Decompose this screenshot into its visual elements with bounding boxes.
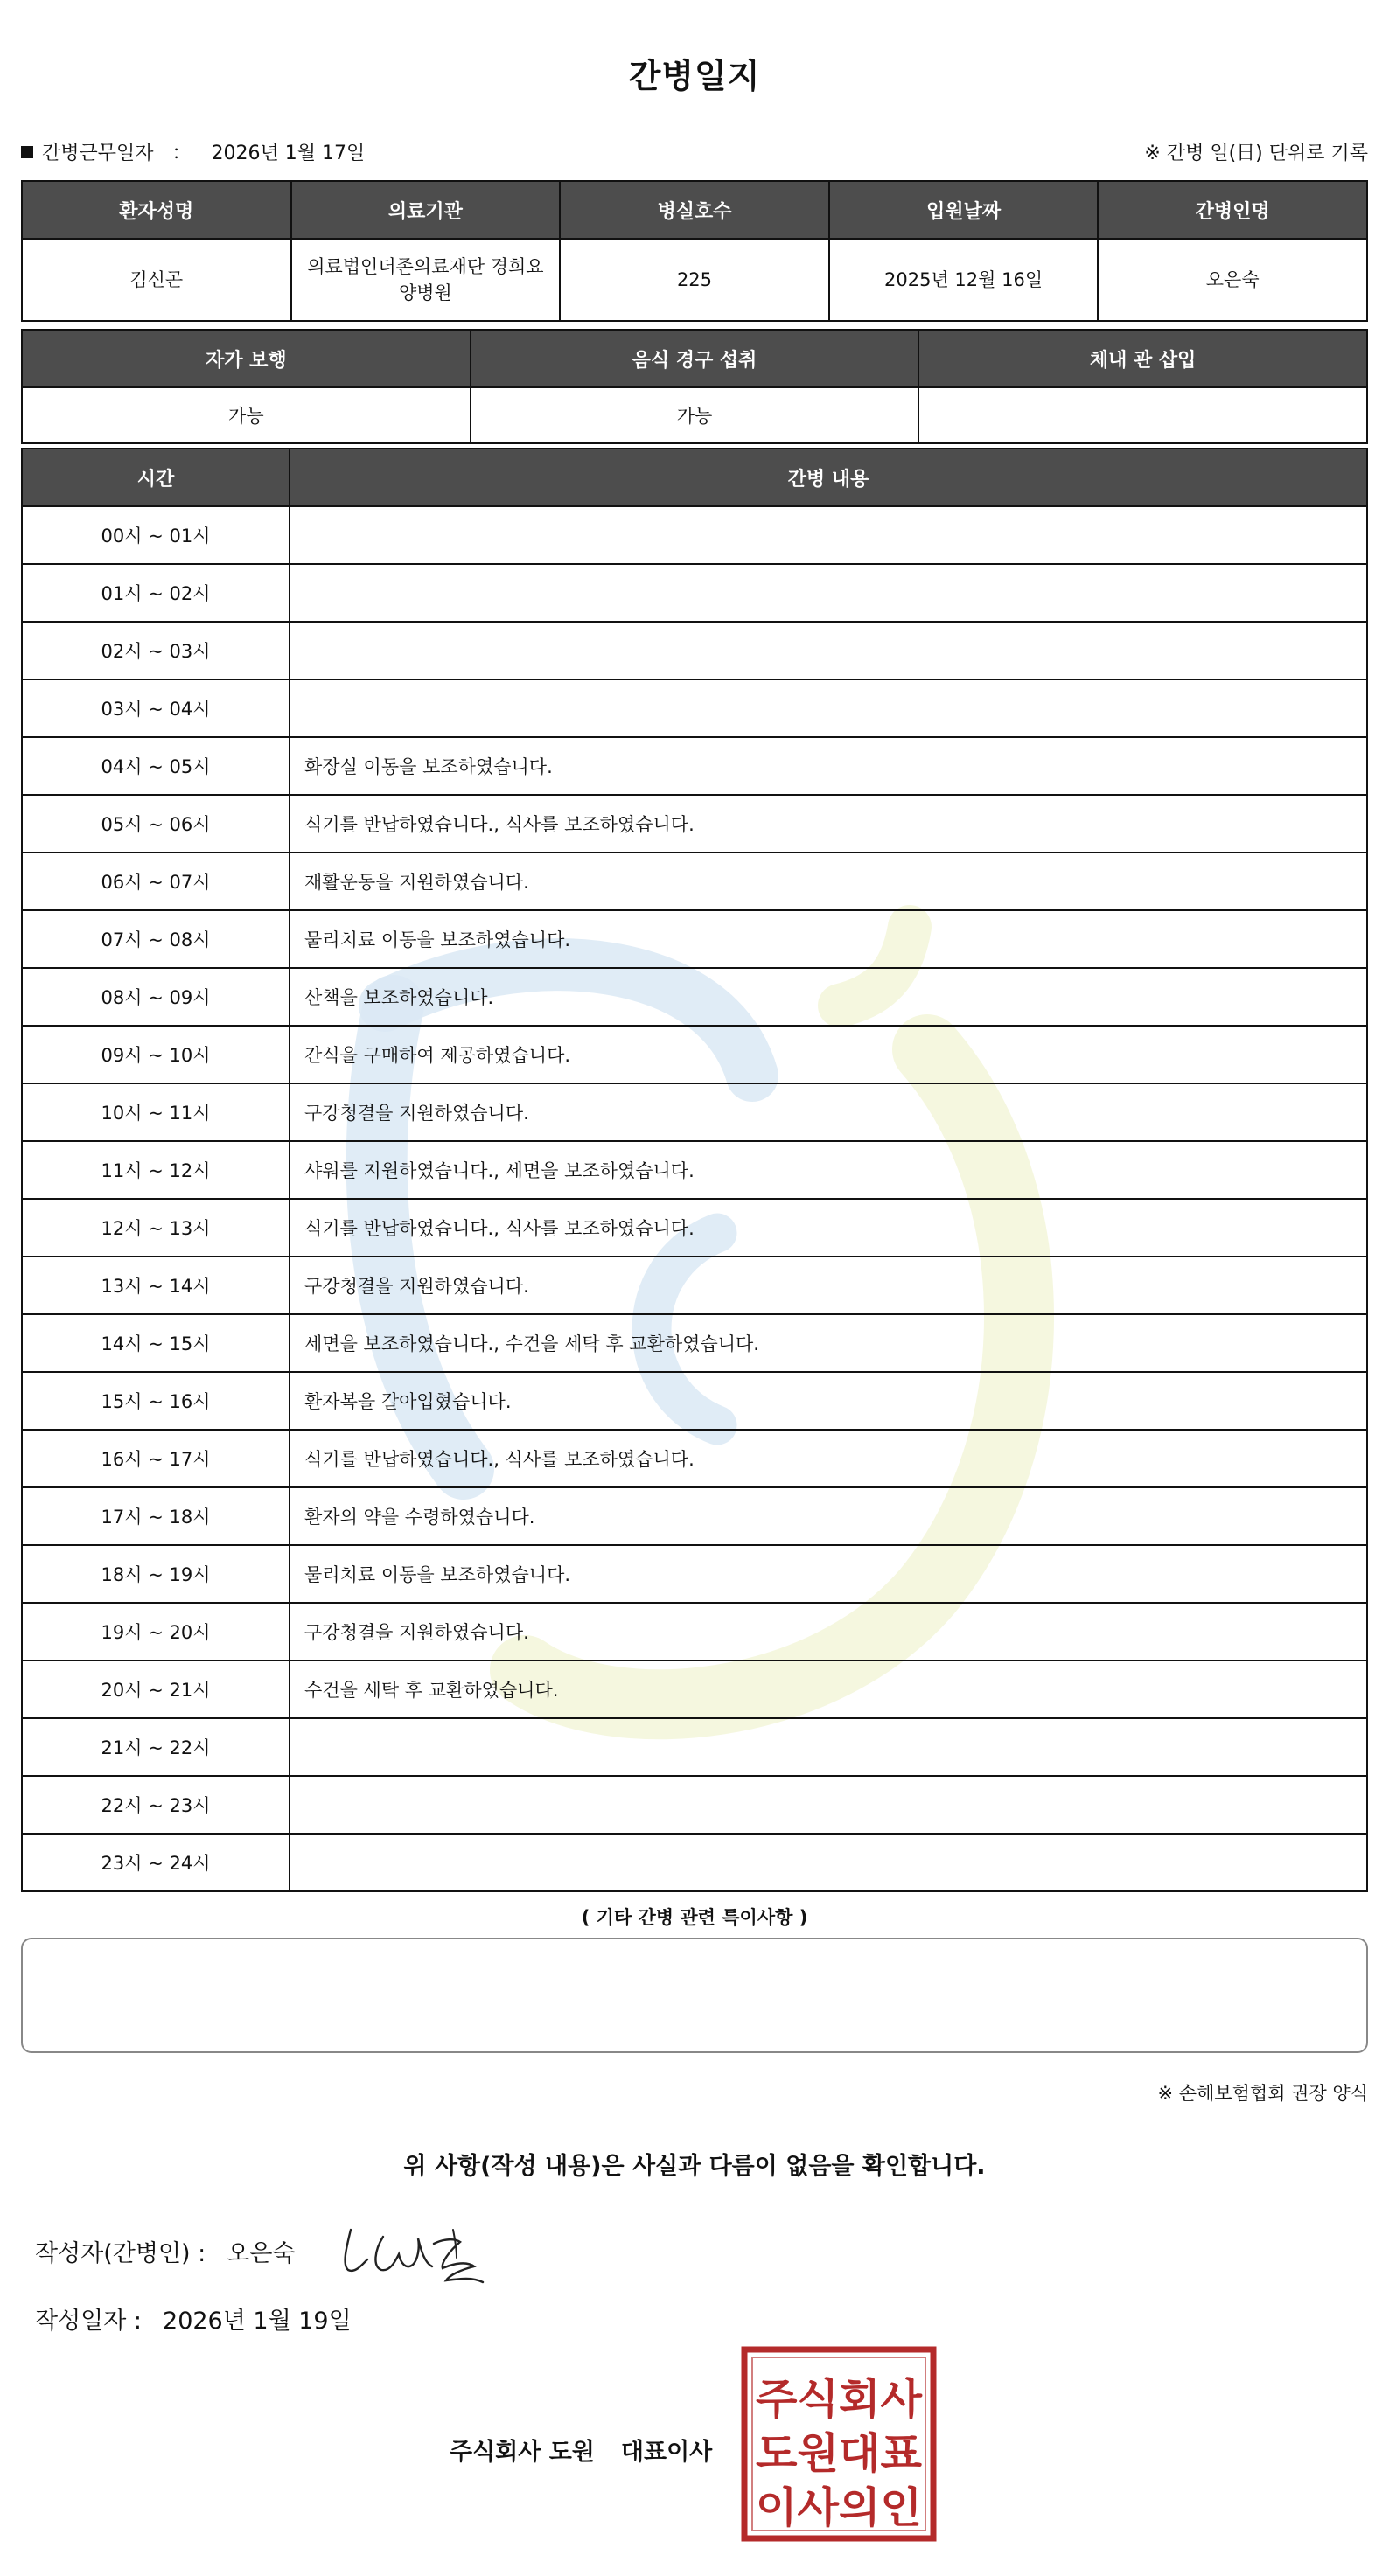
self-walking-value: 가능 (22, 387, 471, 443)
table-row (22, 1026, 1367, 1083)
written-date-value: 2026년 1월 19일 (163, 2308, 352, 2335)
table-row (22, 1660, 1367, 1718)
institution: 의료법인더존의료재단 경희요양병원 (291, 239, 561, 321)
time-cell: 01시 ~ 02시 (22, 564, 290, 622)
table-row (22, 564, 1367, 622)
company-seal-stamp (740, 2345, 938, 2543)
time-cell: 22시 ~ 23시 (22, 1776, 290, 1834)
content-cell: 화장실 이동을 보조하였습니다. (290, 737, 1367, 795)
header-self-walking: 자가 보행 (22, 330, 471, 387)
content-cell: 식기를 반납하였습니다., 식사를 보조하였습니다. (290, 1199, 1367, 1257)
table-row (22, 1430, 1367, 1487)
svg-text:도원대표: 도원대표 (756, 2429, 923, 2478)
content-cell: 샤워를 지원하였습니다., 세면을 보조하였습니다. (290, 1141, 1367, 1199)
time-cell: 18시 ~ 19시 (22, 1545, 290, 1603)
table-row (22, 1487, 1367, 1545)
content-cell: 환자의 약을 수령하였습니다. (290, 1487, 1367, 1545)
time-cell: 05시 ~ 06시 (22, 795, 290, 853)
header-caregiver-name: 간병인명 (1098, 181, 1367, 239)
room-number: 225 (560, 239, 829, 321)
svg-text:주식회사: 주식회사 (756, 2375, 923, 2424)
time-cell: 19시 ~ 20시 (22, 1603, 290, 1660)
header-care-content: 간병 내용 (290, 449, 1367, 506)
table-row (22, 1603, 1367, 1660)
svg-text:이사의인: 이사의인 (756, 2483, 922, 2532)
table-row (22, 239, 1367, 321)
company-name: 주식회사 도원 (450, 2439, 595, 2466)
table-row (22, 1834, 1367, 1891)
written-date-label: 작성일자 : (35, 2308, 143, 2335)
representative-title: 대표이사 (620, 2439, 713, 2466)
content-cell (290, 1776, 1367, 1834)
time-cell: 07시 ~ 08시 (22, 910, 290, 968)
admission-date: 2025년 12월 16일 (829, 239, 1099, 321)
content-cell (290, 622, 1367, 679)
table-header-row (22, 330, 1367, 387)
time-cell: 12시 ~ 13시 (22, 1199, 290, 1257)
unit-note: ※ 간병 일(日) 단위로 기록 (1144, 143, 1368, 164)
time-cell: 06시 ~ 07시 (22, 853, 290, 910)
square-bullet-icon (21, 146, 33, 158)
time-cell: 02시 ~ 03시 (22, 622, 290, 679)
table-header-row (22, 449, 1367, 506)
header-tube-insertion: 체내 관 삽입 (918, 330, 1367, 387)
table-row (22, 387, 1367, 443)
content-cell: 식기를 반납하였습니다., 식사를 보조하였습니다. (290, 795, 1367, 853)
content-cell: 환자복을 갈아입혔습니다. (290, 1372, 1367, 1430)
table-row (22, 1545, 1367, 1603)
header-oral-intake: 음식 경구 섭취 (471, 330, 919, 387)
content-cell: 수건을 세탁 후 교환하였습니다. (290, 1660, 1367, 1718)
table-row (22, 1257, 1367, 1314)
time-cell: 10시 ~ 11시 (22, 1083, 290, 1141)
content-cell: 식기를 반납하였습니다., 식사를 보조하였습니다. (290, 1430, 1367, 1487)
content-cell: 재활운동을 지원하였습니다. (290, 853, 1367, 910)
remarks-box (21, 1938, 1368, 2053)
work-date-separator: ： (171, 143, 192, 164)
content-cell (290, 1834, 1367, 1891)
content-cell: 산책을 보조하였습니다. (290, 968, 1367, 1026)
header-admission-date: 입원날짜 (829, 181, 1099, 239)
table-row (22, 1083, 1367, 1141)
time-cell: 15시 ~ 16시 (22, 1372, 290, 1430)
confirmation-statement: 위 사항(작성 내용)은 사실과 다름이 없음을 확인합니다. (403, 2153, 986, 2180)
caregiver-name: 오은숙 (1098, 239, 1367, 321)
handwritten-signature (338, 2212, 495, 2291)
table-row (22, 1314, 1367, 1372)
content-cell: 물리치료 이동을 보조하였습니다. (290, 1545, 1367, 1603)
table-row (22, 1776, 1367, 1834)
content-cell: 구강청결을 지원하였습니다. (290, 1083, 1367, 1141)
time-cell: 16시 ~ 17시 (22, 1430, 290, 1487)
remarks-title: ( 기타 간병 관련 특이사항 ) (581, 1907, 808, 1928)
content-cell: 간식을 구매하여 제공하였습니다. (290, 1026, 1367, 1083)
patient-status-table (21, 329, 1368, 444)
header-patient-name: 환자성명 (22, 181, 291, 239)
content-cell: 물리치료 이동을 보조하였습니다. (290, 910, 1367, 968)
form-notice: ※ 손해보험협회 권장 양식 (1157, 2083, 1368, 2104)
table-row (22, 1141, 1367, 1199)
content-cell (290, 679, 1367, 737)
company-line (450, 2433, 712, 2467)
table-row (22, 1718, 1367, 1776)
content-cell (290, 564, 1367, 622)
time-cell: 17시 ~ 18시 (22, 1487, 290, 1545)
content-cell: 세면을 보조하였습니다., 수건을 세탁 후 교환하였습니다. (290, 1314, 1367, 1372)
time-cell: 04시 ~ 05시 (22, 737, 290, 795)
content-cell (290, 1718, 1367, 1776)
table-row (22, 910, 1367, 968)
table-row (22, 679, 1367, 737)
header-institution: 의료기관 (291, 181, 561, 239)
table-row (22, 506, 1367, 564)
author-name: 오은숙 (227, 2240, 296, 2267)
content-cell: 구강청결을 지원하였습니다. (290, 1603, 1367, 1660)
author-label: 작성자(간병인) : (35, 2240, 206, 2267)
table-header-row (22, 181, 1367, 239)
table-row (22, 1199, 1367, 1257)
table-row (22, 795, 1367, 853)
patient-info-table (21, 180, 1368, 322)
time-cell: 08시 ~ 09시 (22, 968, 290, 1026)
page-title: 간병일지 (628, 57, 761, 95)
time-cell: 11시 ~ 12시 (22, 1141, 290, 1199)
table-row (22, 968, 1367, 1026)
time-cell: 13시 ~ 14시 (22, 1257, 290, 1314)
time-cell: 03시 ~ 04시 (22, 679, 290, 737)
time-cell: 23시 ~ 24시 (22, 1834, 290, 1891)
header-room-number: 병실호수 (560, 181, 829, 239)
table-row (22, 1372, 1367, 1430)
table-row (22, 737, 1367, 795)
time-cell: 14시 ~ 15시 (22, 1314, 290, 1372)
care-log-table (21, 448, 1368, 1892)
work-date-label: 간병근무일자 (42, 143, 154, 164)
content-cell: 구강청결을 지원하였습니다. (290, 1257, 1367, 1314)
tube-insertion-value (918, 387, 1367, 443)
time-cell: 00시 ~ 01시 (22, 506, 290, 564)
table-row (22, 853, 1367, 910)
author-line (35, 2234, 296, 2268)
header-time: 시간 (22, 449, 290, 506)
table-row (22, 622, 1367, 679)
oral-intake-value: 가능 (471, 387, 919, 443)
time-cell: 21시 ~ 22시 (22, 1718, 290, 1776)
work-date-value: 2026년 1월 17일 (211, 143, 366, 164)
work-date (21, 138, 365, 165)
time-cell: 20시 ~ 21시 (22, 1660, 290, 1718)
patient-name: 김신곤 (22, 239, 291, 321)
time-cell: 09시 ~ 10시 (22, 1026, 290, 1083)
written-date-line (35, 2301, 352, 2336)
content-cell (290, 506, 1367, 564)
